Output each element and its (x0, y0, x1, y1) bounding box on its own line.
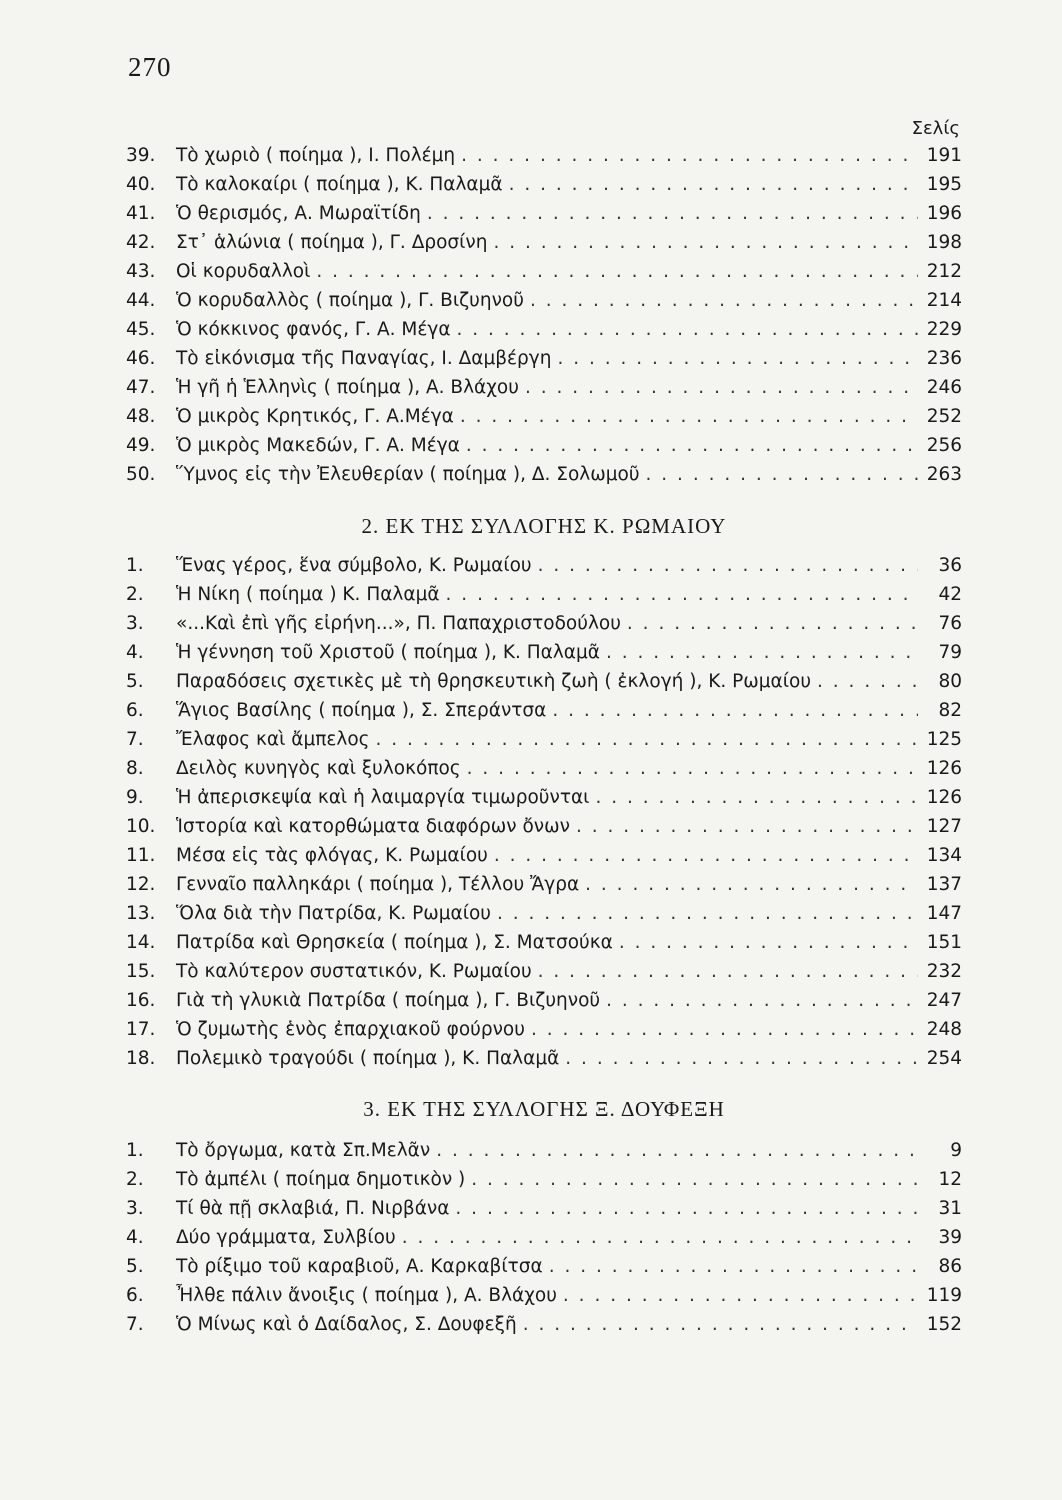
entry-number: 48. (126, 406, 156, 427)
toc-entry (126, 286, 962, 315)
dot-leader (455, 141, 918, 170)
toc-entry (126, 899, 962, 928)
dot-leader (440, 580, 918, 609)
entry-number: 18. (126, 1048, 156, 1069)
entry-title: Τὸ καλύτερον συστατικόν, Κ. Ρωμαίου (176, 961, 532, 982)
entry-page-number: 31 (938, 1198, 962, 1219)
toc-section-3 (126, 1136, 962, 1339)
entry-page-number: 229 (926, 319, 962, 340)
toc-entry (126, 1252, 962, 1281)
toc-entry (126, 957, 962, 986)
dot-leader (421, 199, 918, 228)
section-2-title: 2. ΕΚ ΤΗΣ ΣΥΛΛΟΓΗΣ Κ. ΡΩΜΑΙΟΥ (361, 514, 727, 538)
entry-number: 49. (126, 435, 156, 456)
entry-title: Γιὰ τὴ γλυκιὰ Πατρίδα ( ποίημα ), Γ. Βιζυηνοῦ (176, 990, 601, 1011)
entry-number: 4. (126, 1227, 144, 1248)
toc-entry (126, 373, 962, 402)
entry-page-number: 9 (950, 1140, 962, 1161)
entry-title: Ἱστορία καὶ κατορθώματα διαφόρων ὄνων (176, 816, 570, 837)
entry-page-number: 126 (926, 758, 962, 779)
entry-number: 16. (126, 990, 156, 1011)
entry-number: 39. (126, 145, 156, 166)
entry-title: Τί θὰ πῇ σκλαβιά, Π. Νιρβάνα (176, 1198, 450, 1219)
toc-entry (126, 460, 962, 489)
entry-number: 2. (126, 584, 144, 605)
entry-title: Πατρίδα καὶ Θρησκεία ( ποίημα ), Σ. Ματσούκα (176, 932, 613, 953)
toc-entry (126, 402, 962, 431)
entry-page-number: 196 (926, 203, 962, 224)
toc-entry (126, 1165, 962, 1194)
entry-title: Δειλὸς κυνηγὸς καὶ ξυλοκόπος (176, 758, 461, 779)
toc-entry (126, 1281, 962, 1310)
entry-title: Ἔλαφος καὶ ἄμπελος (176, 729, 370, 750)
entry-title: Ἦλθε πάλιν ἄνοιξις ( ποίημα ), Α. Βλάχου (176, 1285, 557, 1306)
entry-page-number: 86 (938, 1256, 962, 1277)
entry-page-number: 127 (926, 816, 962, 837)
dot-leader (557, 1281, 918, 1310)
entry-page-number: 232 (926, 961, 962, 982)
toc-entry (126, 1136, 962, 1165)
entry-page-number: 191 (926, 145, 962, 166)
entry-number: 3. (126, 613, 144, 634)
dot-leader (454, 402, 918, 431)
dot-leader (546, 696, 918, 725)
toc-entry (126, 228, 962, 257)
entry-page-number: 212 (926, 261, 962, 282)
toc-entry (126, 928, 962, 957)
entry-page-number: 247 (926, 990, 962, 1011)
dot-leader (524, 286, 918, 315)
dot-leader (370, 725, 919, 754)
section-3-title: 3. ΕΚ ΤΗΣ ΣΥΛΛΟΓΗΣ Ξ. ΔΟΥΦΕΞΗ (363, 1097, 725, 1121)
entry-number: 45. (126, 319, 156, 340)
entry-title: Ὁ κόκκινος φανός, Γ. Α. Μέγα (176, 319, 451, 340)
dot-leader (613, 928, 918, 957)
toc-section-2 (126, 551, 962, 1073)
dot-leader (600, 986, 918, 1015)
entry-page-number: 39 (938, 1227, 962, 1248)
entry-title: Ὁ θερισμός, Α. Μωραϊτίδη (176, 203, 421, 224)
entry-number: 43. (126, 261, 156, 282)
toc-section-1 (126, 141, 962, 489)
dot-leader (430, 1136, 918, 1165)
entry-title: Ὁ κορυδαλλὸς ( ποίημα ), Γ. Βιζυηνοῦ (176, 290, 524, 311)
entry-page-number: 256 (926, 435, 962, 456)
entry-number: 8. (126, 758, 144, 779)
page-number: 270 (128, 52, 172, 82)
dot-leader (811, 667, 918, 696)
entry-title: Ὕμνος εἰς τὴν Ἐλευθερίαν ( ποίημα ), Δ. Σολωμοῦ (176, 464, 640, 485)
toc-entry (126, 344, 962, 373)
entry-title: Μέσα εἰς τὰς φλόγας, Κ. Ρωμαίου (176, 845, 488, 866)
toc-entry (126, 199, 962, 228)
entry-title: Ὁ Μίνως καὶ ὁ Δαίδαλος, Σ. Δουφεξῆ (176, 1314, 517, 1335)
dot-leader (570, 812, 918, 841)
dot-leader (460, 431, 918, 460)
entry-title: Ὅλα διὰ τὴν Πατρίδα, Κ. Ρωμαίου (176, 903, 492, 924)
entry-number: 14. (126, 932, 156, 953)
dot-leader (449, 1194, 918, 1223)
entry-page-number: 125 (926, 729, 962, 750)
entry-title: Ἡ ἀπερισκεψία καὶ ἡ λαιμαργία τιμωροῦνται (176, 787, 590, 808)
entry-title: Τὸ ὄργωμα, κατὰ Σπ.Μελᾶν (176, 1140, 431, 1161)
dot-leader (640, 460, 918, 489)
entry-number: 5. (126, 671, 144, 692)
toc-entry (126, 812, 962, 841)
entry-page-number: 246 (926, 377, 962, 398)
dot-leader (543, 1252, 918, 1281)
toc-entry (126, 170, 962, 199)
dot-leader (517, 1310, 918, 1339)
dot-leader (519, 373, 918, 402)
entry-page-number: 195 (926, 174, 962, 195)
dot-leader (503, 170, 918, 199)
entry-page-number: 137 (926, 874, 962, 895)
entry-page-number: 151 (926, 932, 962, 953)
entry-page-number: 79 (938, 642, 962, 663)
entry-title: Δύο γράμματα, Συλβίου (176, 1227, 396, 1248)
entry-page-number: 248 (926, 1019, 962, 1040)
entry-number: 46. (126, 348, 156, 369)
dot-leader (621, 609, 918, 638)
dot-leader (491, 899, 918, 928)
entry-title: Ἡ γέννηση τοῦ Χριστοῦ ( ποίημα ), Κ. Παλαμᾶ (176, 642, 600, 663)
entry-number: 9. (126, 787, 144, 808)
toc-entry (126, 257, 962, 286)
entry-title: Ἡ Νίκη ( ποίημα ) Κ. Παλαμᾶ (176, 584, 440, 605)
dot-leader (525, 1015, 918, 1044)
entry-page-number: 254 (926, 1048, 962, 1069)
toc-entry (126, 754, 962, 783)
entry-page-number: 80 (938, 671, 962, 692)
entry-number: 6. (126, 700, 144, 721)
entry-number: 1. (126, 555, 144, 576)
entry-number: 2. (126, 1169, 144, 1190)
dot-leader (559, 1044, 918, 1073)
entry-page-number: 198 (926, 232, 962, 253)
dot-leader (532, 551, 918, 580)
toc-entry (126, 1223, 962, 1252)
toc-entry (126, 1310, 962, 1339)
entry-title: «...Καὶ ἐπὶ γῆς εἰρήνη...», Π. Παπαχριστοδούλου (176, 613, 621, 634)
entry-title: Ἕνας γέρος, ἕνα σύμβολο, Κ. Ρωμαίου (176, 555, 532, 576)
entry-number: 6. (126, 1285, 144, 1306)
toc-entry (126, 580, 962, 609)
page-column-header: Σελίς (911, 118, 960, 139)
entry-title: Τὸ εἰκόνισμα τῆς Παναγίας, Ι. Δαμβέργη (176, 348, 552, 369)
entry-page-number: 252 (926, 406, 962, 427)
dot-leader (465, 1165, 918, 1194)
dot-leader (461, 754, 918, 783)
entry-number: 7. (126, 1314, 144, 1335)
entry-number: 13. (126, 903, 156, 924)
toc-entry (126, 667, 962, 696)
entry-title: Γενναῖο παλληκάρι ( ποίημα ), Τέλλου Ἄγρα (176, 874, 580, 895)
dot-leader (551, 344, 918, 373)
toc-entry (126, 1194, 962, 1223)
dot-leader (600, 638, 918, 667)
entry-page-number: 82 (938, 700, 962, 721)
toc-entry (126, 141, 962, 170)
toc-entry (126, 870, 962, 899)
entry-number: 15. (126, 961, 156, 982)
toc-entry (126, 841, 962, 870)
toc-entry (126, 783, 962, 812)
entry-number: 42. (126, 232, 156, 253)
entry-number: 11. (126, 845, 156, 866)
entry-page-number: 76 (938, 613, 962, 634)
entry-number: 17. (126, 1019, 156, 1040)
entry-title: Ἡ γῆ ἡ Ἑλληνὶς ( ποίημα ), Α. Βλάχου (176, 377, 519, 398)
entry-number: 40. (126, 174, 156, 195)
entry-page-number: 36 (938, 555, 962, 576)
dot-leader (579, 870, 918, 899)
toc-entry (126, 431, 962, 460)
entry-page-number: 214 (926, 290, 962, 311)
entry-page-number: 119 (926, 1285, 962, 1306)
entry-number: 4. (126, 642, 144, 663)
entry-page-number: 42 (938, 584, 962, 605)
dot-leader (532, 957, 918, 986)
toc-entry (126, 315, 962, 344)
toc-entry (126, 696, 962, 725)
entry-number: 50. (126, 464, 156, 485)
entry-number: 41. (126, 203, 156, 224)
dot-leader (487, 228, 918, 257)
toc-entry (126, 609, 962, 638)
toc-entry (126, 638, 962, 667)
toc-entry (126, 551, 962, 580)
entry-title: Τὸ ρίξιμο τοῦ καραβιοῦ, Α. Καρκαβίτσα (176, 1256, 543, 1277)
dot-leader (589, 783, 918, 812)
entry-page-number: 134 (926, 845, 962, 866)
entry-title: Τὸ ἀμπέλι ( ποίημα δημοτικὸν ) (176, 1169, 466, 1190)
dot-leader (488, 841, 918, 870)
toc-entry (126, 986, 962, 1015)
entry-page-number: 152 (926, 1314, 962, 1335)
entry-number: 5. (126, 1256, 144, 1277)
entry-title: Ἅγιος Βασίλης ( ποίημα ), Σ. Σπεράντσα (176, 700, 547, 721)
entry-page-number: 236 (926, 348, 962, 369)
entry-page-number: 147 (926, 903, 962, 924)
dot-leader (451, 315, 918, 344)
entry-title: Ὁ ζυμωτὴς ἑνὸς ἐπαρχιακοῦ φούρνου (176, 1019, 525, 1040)
entry-number: 3. (126, 1198, 144, 1219)
entry-page-number: 126 (926, 787, 962, 808)
entry-number: 47. (126, 377, 156, 398)
toc-entry (126, 725, 962, 754)
entry-number: 1. (126, 1140, 144, 1161)
entry-number: 12. (126, 874, 156, 895)
entry-number: 7. (126, 729, 144, 750)
entry-title: Πολεμικὸ τραγούδι ( ποίημα ), Κ. Παλαμᾶ (176, 1048, 560, 1069)
dot-leader (310, 257, 918, 286)
entry-page-number: 12 (938, 1169, 962, 1190)
entry-number: 10. (126, 816, 156, 837)
dot-leader (396, 1223, 918, 1252)
entry-title: Ὁ μικρὸς Κρητικός, Γ. Α.Μέγα (176, 406, 454, 427)
entry-title: Στ᾽ ἁλώνια ( ποίημα ), Γ. Δροσίνη (176, 232, 488, 253)
entry-title: Τὸ χωριὸ ( ποίημα ), Ι. Πολέμη (176, 145, 456, 166)
entry-title: Παραδόσεις σχετικὲς μὲ τὴ θρησκευτικὴ ζωὴ ( ἐκλογή ), Κ. Ρωμαίου (176, 671, 812, 692)
entry-title: Ὁ μικρὸς Μακεδών, Γ. Α. Μέγα (176, 435, 460, 456)
toc-entry (126, 1015, 962, 1044)
entry-title: Τὸ καλοκαίρι ( ποίημα ), Κ. Παλαμᾶ (176, 174, 503, 195)
entry-page-number: 263 (926, 464, 962, 485)
entry-title: Οἱ κορυδαλλοὶ (176, 261, 311, 282)
toc-entry (126, 1044, 962, 1073)
entry-number: 44. (126, 290, 156, 311)
